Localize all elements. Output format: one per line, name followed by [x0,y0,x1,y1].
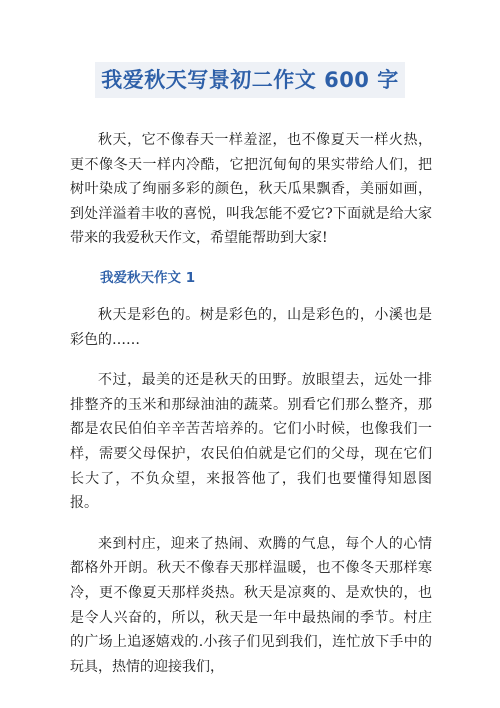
article-body [70,128,432,695]
body-paragraph-2: 不过，最美的还是秋天的田野。放眼望去，远处一排排整齐的玉米和那绿油油的蔬菜。别看它们那么整齐，那都是农民伯伯辛辛苦苦培养的。它们小时候，也像我们一样，需要父母保护，农民伯伯就是它们的父母，现在它们长大了，不负众望，来报答他了，我们也要懂得知恩图报。 [70,372,432,512]
intro-paragraph: 秋天，它不像春天一样羞涩，也不像夏天一样火热，更不像冬天一样内冷酷，它把沉甸甸的果实带给人们，把树叶染成了绚丽多彩的颜色，秋天瓜果飘香，美丽如画，到处洋溢着丰收的喜悦，叫我怎能不爱它?下面就是给大家带来的我爱秋天作文，希望能帮助到大家! [70,132,432,247]
body-paragraph-1: 秋天是彩色的。树是彩色的，山是彩色的，小溪也是彩色的…… [70,306,432,348]
page-title: 我爱秋天写景初二作文 600 字 [95,62,404,98]
section-heading: 我爱秋天作文 1 [100,269,196,286]
body-paragraph-3: 来到村庄，迎来了热闹、欢腾的气息，每个人的心情都格外开朗。秋天不像春天那样温暖，也不像冬天那样寒冷，更不像夏天那样炎热。秋天是凉爽的、是欢快的，也是令人兴奋的，所以，秋天是一年中最热闹的季节。村庄的广场上追逐嬉戏的.小孩子们见到我们，连忙放下手中的玩具，热情的迎接我们， [70,535,432,675]
title-wrap [0,62,500,98]
